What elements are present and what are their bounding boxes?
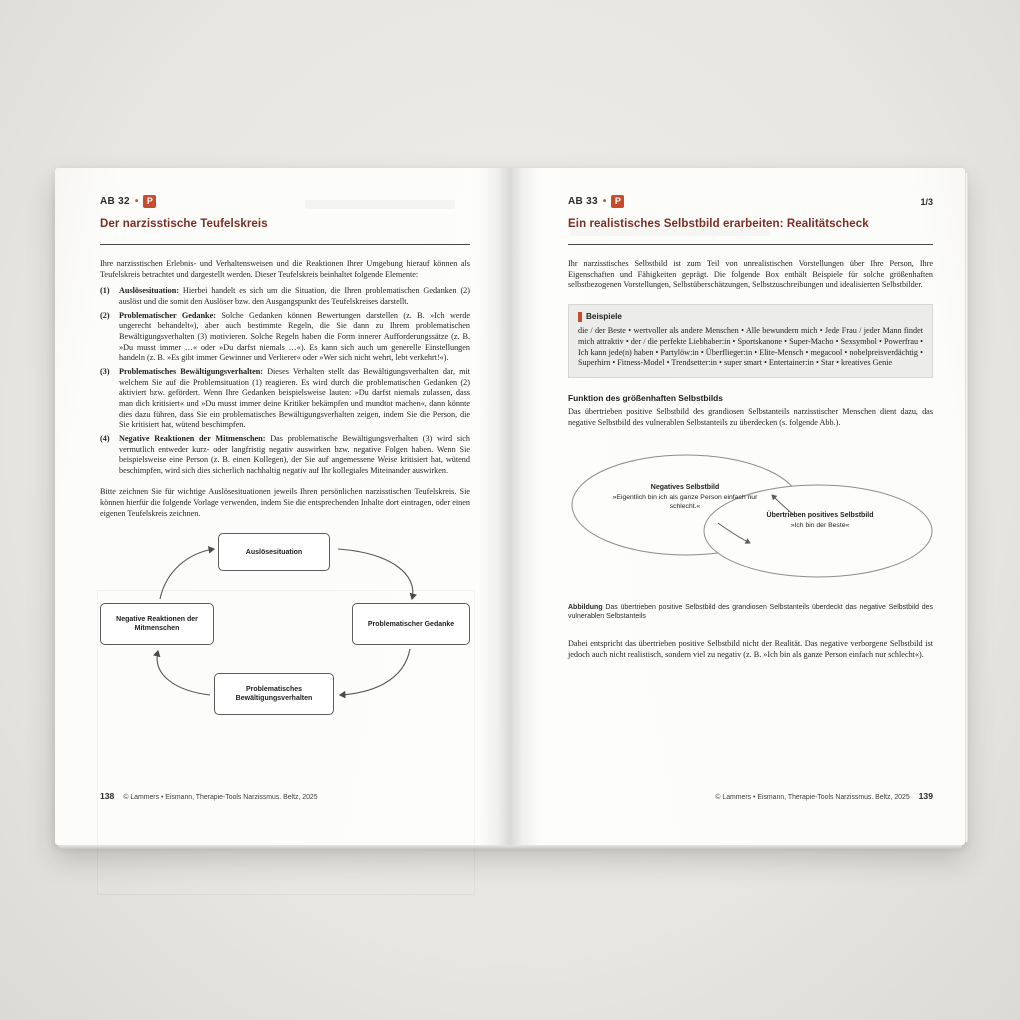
elements-list [100,286,470,476]
page-number: 139 [918,791,933,801]
copyright-line: © Lammers • Eismann, Therapie-Tools Narzissmus. Beltz, 2025 [715,794,910,801]
intro-paragraph: Ihre narzisstischen Erlebnis- und Verhaltensweisen und die Reaktionen Ihrer Umgebung hierauf können als Teufelskreis betrachtet und dargestellt werden. Dieser Teufelskreis beinhaltet folgende Elemente: [100,259,470,279]
venn-right-label [756,511,884,531]
list-item [100,311,470,364]
instruction-paragraph: Bitte zeichnen Sie für wichtige Auslösesituationen jeweils Ihren persönlichen narzisstischen Teufelskreis. Sie können hierfür die folgende Vorlage verwenden, indem Sie die entsprechenden Inhalte dort eintragen, oder einen eigenen Teufelskreis zeichnen. [100,487,470,518]
diagram-box-problematischer-gedanke: Problematischer Gedanke [352,603,470,645]
header-bullet: • [134,196,139,207]
page-left [55,168,510,845]
diagram-box-bewaeltigungsverhalten: Problematisches Bewältigungsverhalten [214,673,334,715]
copyright-line: © Lammers • Eismann, Therapie-Tools Narzissmus. Beltz, 2025 [123,794,318,801]
list-item-number: (4) [100,433,110,443]
list-item-body: Hierbei handelt es sich um die Situation, die Ihren problematischen Gedanken (2) auslöst und die somit den Auslöser bzw. den Ausgangspunkt des Teufelskreises darstellt. [119,286,470,306]
patient-material-badge: P [143,195,156,208]
venn-left-label [604,483,766,512]
sheet-fraction: 1/3 [920,196,933,207]
diagram-box-negative-reaktionen: Negative Reaktionen der Mitmenschen [100,603,214,645]
header-bullet: • [602,196,607,207]
page-number: 138 [100,791,115,801]
figure-caption-text: Das übertrieben positive Selbstbild des grandiosen Selbstanteils überdeckt das negative Selbstbild des vulnerablen Selbstanteils [568,603,933,621]
worksheet-header-right [568,195,933,245]
arrow-right-to-bottom [340,649,410,695]
list-item [100,367,470,431]
list-item-lead: Negative Reaktionen der Mitmenschen: [119,433,266,443]
worksheet-number: AB 33 [568,196,598,207]
diagram-box-ausloesesituation: Auslösesituation [218,533,330,571]
teufelskreis-diagram [100,533,470,715]
list-item-text [119,367,470,431]
list-item [100,286,470,307]
worksheet-title: Der narzisstische Teufelskreis [100,218,268,230]
examples-box-title: Beispiele [586,312,622,322]
selbstbild-venn-diagram [568,443,938,595]
page-stack-edge [965,173,968,842]
venn-left-title: Negatives Selbstbild [650,483,720,491]
examples-box-header [578,312,923,322]
list-item-body: Das problematische Bewältigungsverhalten (3) wird sich vermutlich entweder kurz- oder langfristig negativ auswirken bzw. negative Folgen haben. Wenn Sie beispielsweise eine Person (z. B. einen Kollegen), der Sie auf angemessene Weise kritisiert hat, wütend beschimpfen, wird sich dies sicherlich nachhaltig negativ auf Ihr kollegiales Miteinander auswirken. [119,433,470,475]
list-item-body: Dieses Verhalten stellt das Bewältigungsverhalten dar, mit welchem Sie auf die Problemsituation (1) reagieren. Es wird durch die problematischen Gedanken (2) aktiviert bzw. gefördert. Wenn Ihre Gedanken beispielsweise lauten: »Du darfst niemals zulassen, dass man dich kritisiert« und »Du musst immer deine Kritiker bekämpfen und mundtot machen«, dann könnte dies dazu führen, dass Sie ein problematisches Bewältigungsverhalten zeigen, indem Sie die Person, die Sie kritisiert hat, wütend beschimpfen. [119,366,470,430]
examples-box [568,304,933,378]
list-item [100,434,470,477]
subheading-paragraph: Das übertrieben positive Selbstbild des grandiosen Selbstanteils narzisstischer Menschen dient dazu, das negative Selbstbild des vulnerablen Selbstanteils zu überdecken (s. folgende Abb.). [568,407,933,427]
patient-material-badge: P [611,195,624,208]
list-item-body: Solche Gedanken können Bewertungen darstellen (z. B. »Ich werde ungerecht behandelt«), aber auch bestimmte Regeln, die Sie dann zu Ihrem problematischen Bewältigungsverhalten (3) motivieren. Solche Regeln haben die Form innerer Aufforderungssätze (z. B. »Du musst immer …« oder »Du darfst niemals …«). Es kann sich auch um generelle Einstellungen handeln (z. B. »Es gibt immer Gewinner und Verlierer« oder »Wer sich nicht wehrt, lebt verkehrt!«). [119,310,470,363]
figure-caption [568,603,933,623]
page-footer-left [100,791,470,801]
worksheet-number-row [100,195,470,208]
list-item-text [119,434,470,477]
closing-paragraph: Dabei entspricht das übertrieben positive Selbstbild nicht der Realität. Das negative verborgene Selbstbild ist jedoch auch nicht realistisch, sondern viel zu negativ (z. B. »Ich bin als ganze Person einfach nur schlecht«). [568,639,933,659]
worksheet-number: AB 32 [100,196,130,207]
open-book [55,168,965,845]
list-item-number: (3) [100,366,110,376]
page-right [510,168,965,845]
venn-left-quote: »Eigentlich bin ich als ganze Person einfach nur schlecht.« [612,493,758,510]
examples-box-text: die / der Beste • wertvoller als andere Menschen • Alle bewundern mich • Jede Frau / jeder Mann findet mich attraktiv • der / die perfekte Liebhaber:in • Sportskanone • Super-Macho • Sexsymbol • Powerfrau • Ich kann jede(n) haben • Partylöw:in • Überflieger:in • Elite-Mensch • megacool • nobelpreisverdächtig • Superhirn • Fitness-Model • Trendsetter:in • super smart • Entertainer:in • Star • kreatives Genie [578,325,923,368]
list-item-number: (1) [100,286,110,296]
arrow-bottom-to-left [157,651,210,695]
worksheet-number-row [568,195,933,208]
list-item-text [119,311,470,364]
worksheet-header-left [100,195,470,245]
page-footer-right [568,791,933,801]
section-subheading: Funktion des größenhaften Selbstbilds [568,393,723,404]
list-item-lead: Problematisches Bewältigungsverhalten: [119,366,264,376]
list-item-lead: Auslösesituation: [119,286,180,296]
venn-right-title: Übertrieben positives Selbstbild [766,511,874,519]
intro-paragraph: Ihr narzisstisches Selbstbild ist zum Teil von unrealistischen Vorstellungen über Ihre Person, Ihre Eigenschaften und Fähigkeiten geprägt. Die folgende Box enthält Beispiele für solche größenhaften selbstbezogenen Vorstellungen, Selbstüberschätzungen, Selbstzuschreibungen und idealisierten Selbstbilder. [568,259,933,290]
arrow-left-to-top [160,549,214,599]
list-item-lead: Problematischer Gedanke: [119,310,216,320]
list-item-text [119,286,470,307]
examples-marker-icon [578,312,582,322]
worksheet-title: Ein realistisches Selbstbild erarbeiten: Realitätscheck [568,218,869,230]
arrow-top-to-right [338,549,413,599]
venn-right-quote: »Ich bin der Beste« [790,521,850,529]
list-item-number: (2) [100,310,110,320]
figure-caption-label: Abbildung [568,603,603,611]
